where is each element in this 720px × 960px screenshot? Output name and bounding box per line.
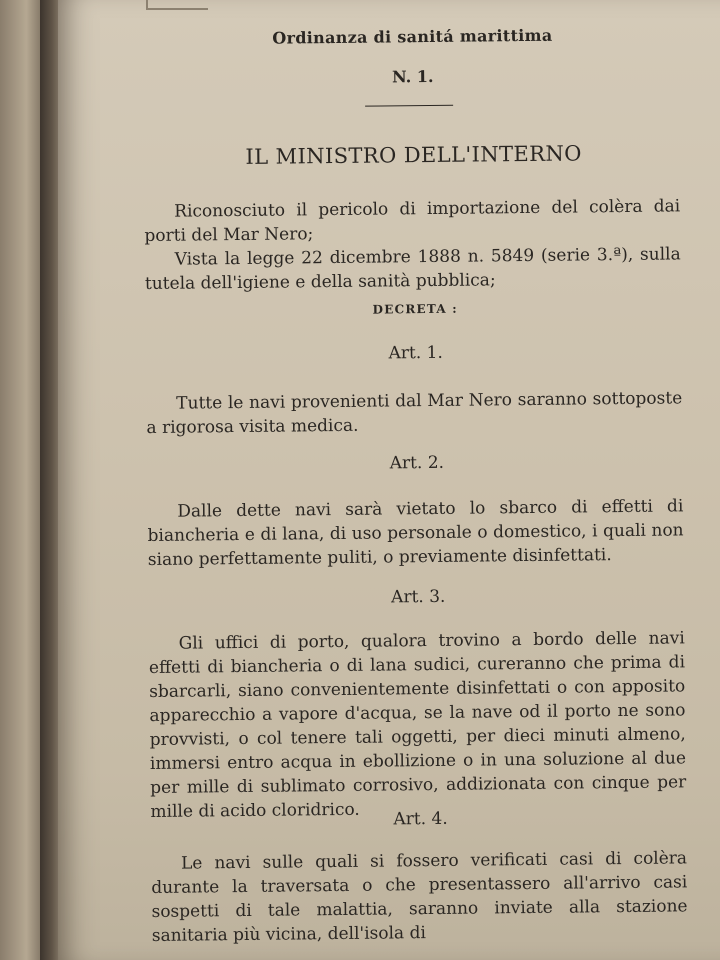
page-corner-mark [146,0,208,10]
preamble-paragraph-2: Vista la legge 22 dicembre 1888 n. 5849 (serie 3.ª), sulla tutela dell'igiene e della sanità pubblica; [144,244,681,294]
preamble-paragraph-1: Riconosciuto il pericolo di importazione del colèra dai porti del Mar Nero; [144,196,681,246]
article-text-3: Gli uffici di porto, qualora trovino a bordo delle navi effetti di biancheria o di lana sudici, cureranno che prima di sbarcarli, siano convenientemente disinfettati o con apposito apparecchio a vapore d'acqua, se la nave od il porto ne sono provvisti, o col tenere tali oggetti, per dieci minuti almeno, immersi entro acqua in ebollizione o in una soluzione al due per mille di sublimato corrosivo, addizionata con cinque per mille di acido cloridrico. [148,628,687,822]
article-heading-1: Art. 1. [388,342,443,364]
article-heading-4: Art. 4. [393,808,448,830]
decreta-heading: DECRETA : [372,301,458,317]
article-heading-3: Art. 3. [391,586,446,608]
ministry-title: IL MINISTRO DELL'INTERNO [245,141,582,169]
article-text-2: Dalle dette navi sarà vietato lo sbarco di effetti di biancheria e di lana, di uso personale o domestico, i quali non siano perfettamente puliti, o previamente disinfettati. [147,496,684,570]
book-page [58,0,720,960]
article-text-1: Tutte le navi provenienti dal Mar Nero saranno sottoposte a rigorosa visita medica. [146,388,683,438]
article-heading-2: Art. 2. [389,452,445,474]
title-rule [365,105,453,107]
article-text-4: Le navi sulle quali si fossero verificati casi di colèra durante la traversata o che presentassero all'arrivo casi sospetti di tale malattia, saranno inviate alla stazione sanitaria più vicina, dell'isola di [151,848,688,946]
ordinance-header: Ordinanza di sanitá marittima [272,25,553,48]
ordinance-number: N. 1. [391,66,434,87]
